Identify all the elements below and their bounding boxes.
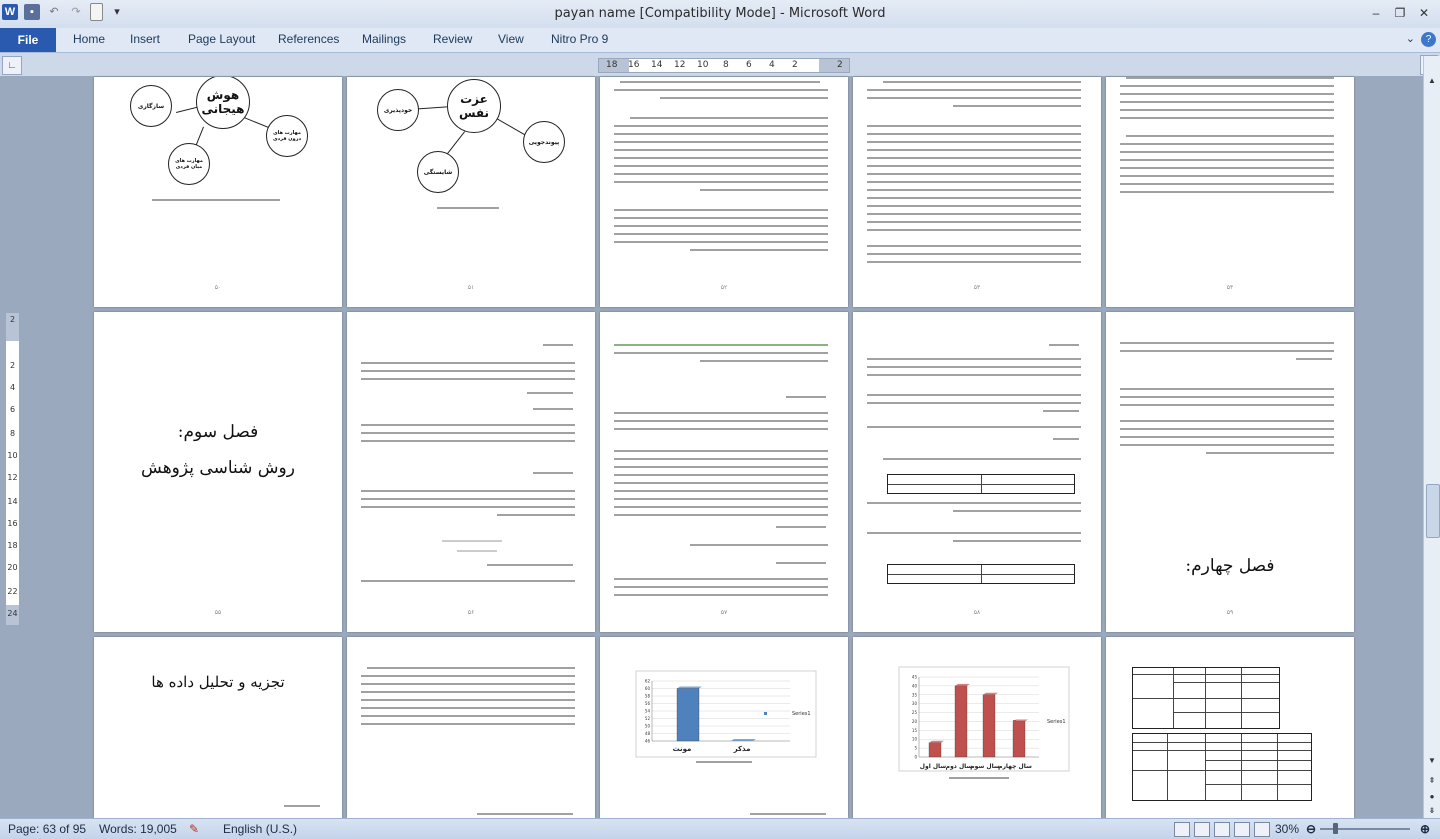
browse-object-icon[interactable]: ●	[1429, 792, 1435, 801]
chart-2-legend: Series1	[1047, 719, 1066, 725]
page[interactable]: عزت نفس خودپذیری پیوندجویی شایستگی ۵۱	[347, 77, 595, 307]
section-title: تجزیه و تحلیل داده ها	[151, 673, 285, 691]
outline-view-icon[interactable]	[1234, 822, 1250, 837]
chart-tick-label: 62	[644, 678, 650, 684]
scrollbar-thumb[interactable]	[1426, 484, 1440, 538]
table	[1132, 733, 1312, 801]
zoom-out-icon[interactable]: ⊖	[1306, 822, 1317, 836]
scroll-down-icon[interactable]: ▼	[1428, 756, 1436, 765]
web-layout-icon[interactable]	[1214, 822, 1230, 837]
chart-2-category-label: سال سوم	[970, 763, 1000, 770]
restore-button[interactable]: ❐	[1394, 6, 1406, 20]
tab-selector-button[interactable]: ∟	[2, 56, 22, 75]
chart-bar	[929, 743, 941, 757]
chart-2-category-label: سال دوم	[945, 763, 973, 770]
undo-icon[interactable]: ↶	[49, 6, 59, 18]
page[interactable]	[853, 637, 1101, 818]
page[interactable]	[347, 637, 595, 818]
minimize-button[interactable]: –	[1372, 6, 1380, 20]
chart-bar	[983, 695, 995, 757]
chart-tick-label: 5	[914, 745, 917, 751]
page[interactable]: ۵۶	[347, 312, 595, 632]
tab-mailings[interactable]: Mailings	[362, 32, 407, 46]
chart-tick-label: 58	[644, 693, 650, 699]
page[interactable]: فصل سوم: روش شناسی پژوهش ۵۵	[94, 312, 342, 632]
page[interactable]: فصل چهارم: ۵۹	[1106, 312, 1354, 632]
chart-bar-top	[731, 739, 756, 741]
chart-tick-label: 35	[911, 692, 917, 698]
expand-ribbon-icon[interactable]: ⌄	[1405, 33, 1415, 45]
ruler-row	[0, 53, 1440, 76]
chart-tick-label: 0	[914, 754, 917, 760]
chart-bar	[677, 689, 699, 742]
full-screen-reading-icon[interactable]	[1194, 822, 1210, 837]
chart-tick-label: 25	[911, 710, 917, 716]
chart-1-category-label: مونث	[672, 745, 692, 753]
chart-tick-label: 46	[644, 738, 650, 744]
close-button[interactable]: ✕	[1418, 6, 1430, 20]
mind-map-node: پیوندجویی	[523, 121, 565, 163]
file-tab[interactable]: File	[0, 28, 56, 52]
chart-bar	[955, 686, 967, 757]
chart-legend-swatch	[764, 712, 767, 715]
chart-tick-label: 60	[644, 686, 650, 691]
title-bar	[0, 0, 1440, 29]
page[interactable]	[600, 637, 848, 818]
chart-tick-label: 30	[911, 701, 917, 707]
chart-tick-label: 50	[644, 723, 650, 729]
chart-2-category-label: سال چهارم	[998, 763, 1032, 770]
tab-page-layout[interactable]: Page Layout	[188, 32, 256, 46]
tab-insert[interactable]: Insert	[130, 32, 161, 46]
chart-1-category-label: مذکر	[733, 745, 751, 753]
vertical-scrollbar[interactable]	[1423, 56, 1440, 818]
chart-legend-swatch	[1013, 720, 1016, 723]
tab-review[interactable]: Review	[433, 32, 473, 46]
chart-bar	[1013, 721, 1025, 757]
vertical-ruler[interactable]: 2 2 4 6 8 10 12 14 16 18 20 22 24	[5, 312, 20, 626]
chart-tick-label: 45	[911, 674, 917, 680]
mind-map-node: شایستگی	[417, 151, 459, 193]
chart-bar-top	[677, 687, 702, 689]
horizontal-ruler[interactable]: 18 16 14 12 10 8 6 4 2 2	[598, 58, 850, 73]
chapter-subtitle: روش شناسی پژوهش	[141, 458, 295, 478]
chart-tick-label: 48	[644, 731, 650, 736]
word-app-icon[interactable]: W	[2, 4, 18, 20]
scroll-up-icon[interactable]: ▲	[1428, 76, 1436, 85]
page[interactable]: ۵۸	[853, 312, 1101, 632]
word-count[interactable]: Words: 19,005	[99, 822, 177, 836]
mind-map-node: سازگاری	[130, 85, 172, 127]
chart-tick-label: 52	[644, 716, 650, 721]
page[interactable]: ۵۳	[853, 77, 1101, 307]
page[interactable]: ۵۷	[600, 312, 848, 632]
mind-map-center-node: عزت نفس	[447, 79, 501, 133]
table	[1132, 667, 1280, 729]
print-layout-view-icon[interactable]	[1174, 822, 1190, 837]
chart-1	[600, 637, 848, 818]
chart-tick-label: 20	[911, 718, 917, 724]
customize-toolbar-icon[interactable]: ▾	[114, 6, 120, 18]
redo-icon[interactable]: ↷	[71, 6, 81, 18]
next-page-icon[interactable]: ⇟	[1428, 806, 1436, 815]
tab-nitro-pro[interactable]: Nitro Pro 9	[551, 32, 609, 46]
chart-tick-label: 40	[911, 683, 917, 689]
chart-tick-label: 56	[644, 701, 650, 706]
ribbon-tabs	[0, 28, 1440, 53]
draft-view-icon[interactable]	[1254, 822, 1270, 837]
tab-home[interactable]: Home	[73, 32, 106, 46]
language-indicator[interactable]: English (U.S.)	[223, 822, 298, 836]
mind-map-node: مهارت های میان فردی	[168, 143, 210, 185]
page[interactable]	[94, 637, 342, 818]
chapter-title: فصل چهارم:	[1185, 556, 1275, 576]
window-title: payan name [Compatibility Mode] - Microsoft Word	[554, 6, 886, 21]
tab-view[interactable]: View	[498, 32, 524, 46]
mind-map-node: خودپذیری	[377, 89, 419, 131]
page[interactable]	[1106, 637, 1354, 818]
chart-2	[853, 637, 1101, 818]
page[interactable]: ۵۲	[600, 77, 848, 307]
mind-map-node: مهارت های درون فردی	[266, 115, 308, 157]
proofing-icon[interactable]: ✎	[189, 822, 200, 836]
table	[887, 564, 1075, 584]
mind-map-center-node: هوش هیجانی	[196, 77, 250, 129]
chart-tick-label: 15	[911, 727, 917, 733]
zoom-in-icon[interactable]: ⊕	[1420, 822, 1431, 836]
page-count[interactable]: Page: 63 of 95	[8, 822, 87, 836]
zoom-level[interactable]: 30%	[1275, 822, 1300, 836]
tab-references[interactable]: References	[278, 32, 340, 46]
chart-2-category-label: سال اول	[919, 763, 947, 770]
previous-page-icon[interactable]: ⇞	[1428, 776, 1436, 785]
page[interactable]: هوش هیجانی سازگاری مهارت های درون فردی مهارت های میان فردی ۵۰	[94, 77, 342, 307]
chart-tick-label: 10	[911, 736, 917, 742]
status-bar	[0, 818, 1440, 839]
page[interactable]: ۵۴	[1106, 77, 1354, 307]
zoom-slider-handle[interactable]	[1333, 823, 1338, 834]
save-icon[interactable]: ▪	[24, 4, 40, 20]
help-icon[interactable]: ?	[1421, 32, 1436, 47]
table	[887, 474, 1075, 494]
chapter-title: فصل سوم:	[177, 422, 259, 442]
chart-tick-label: 54	[644, 708, 650, 714]
chart-1-legend: Series1	[792, 711, 811, 717]
